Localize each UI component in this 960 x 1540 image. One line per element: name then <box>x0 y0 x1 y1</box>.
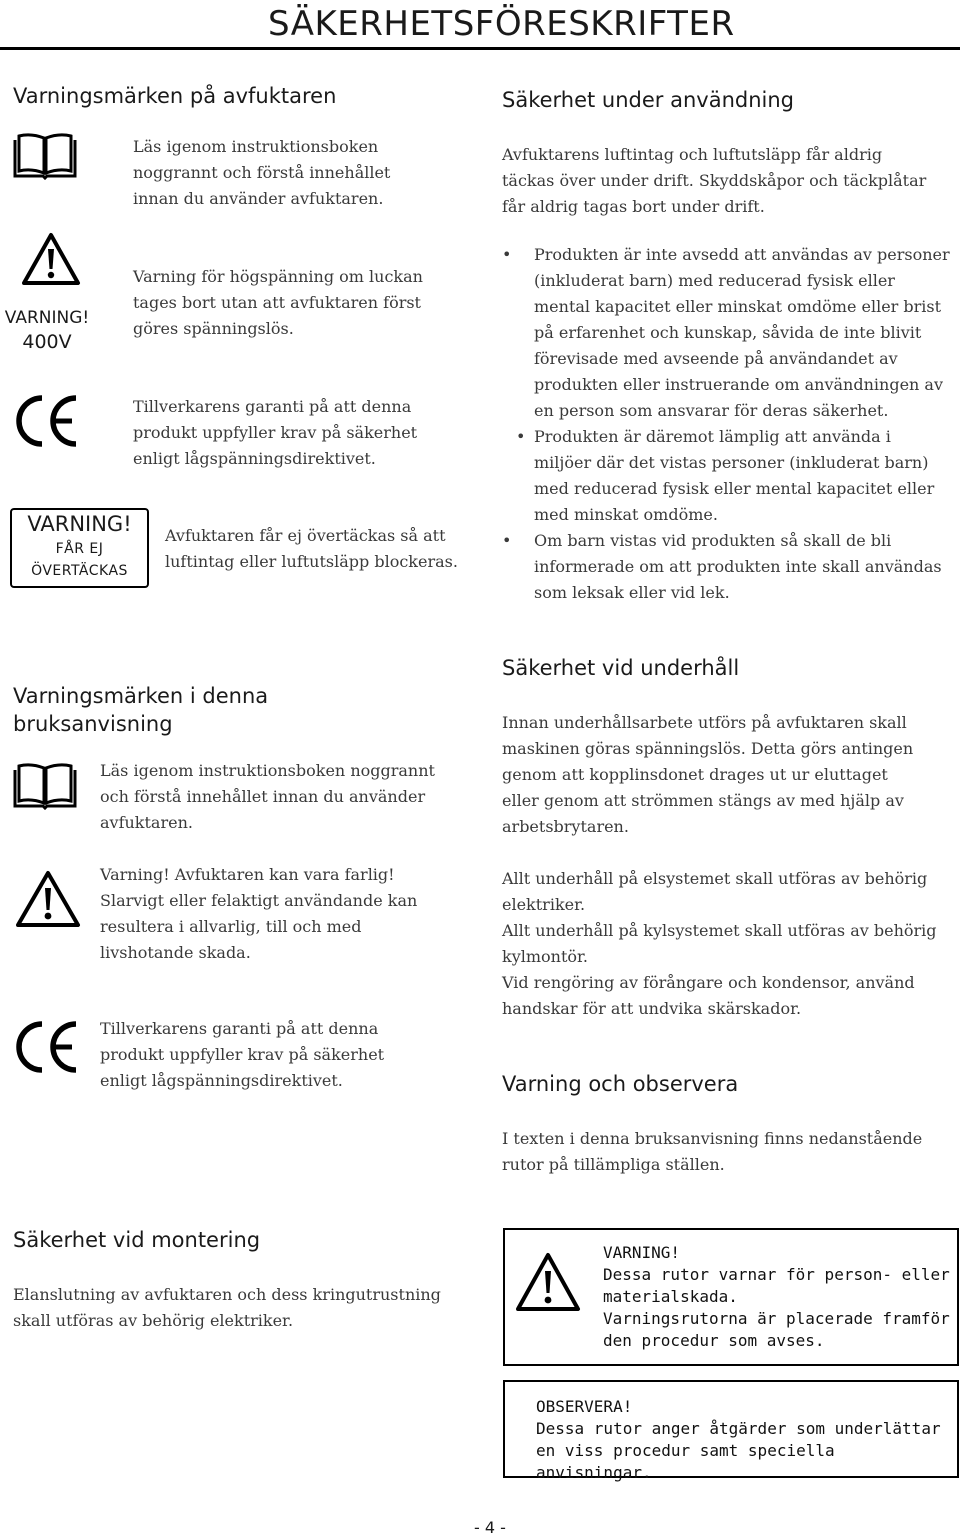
heading-labels-in-manual: Varningsmärken i denna bruksanvisning <box>13 684 269 736</box>
observe-notice-box <box>503 1380 959 1482</box>
book-icon <box>13 762 77 810</box>
high-voltage-text: Varning för högspänning om luckan tages bort utan att avfuktaren först göres spänningslös. <box>133 267 423 338</box>
bullet-glyph: • <box>502 531 512 550</box>
warning-triangle-icon <box>15 870 81 928</box>
maintenance-para-1: Innan underhållsarbete utförs på avfuktaren skall maskinen göras spänningslös. Detta görs antingen genom att kopplinsdonet drages ut ur eluttaget eller genom att strömmen stängs av med hjälp av arbetsbrytaren. <box>502 713 914 836</box>
usage-intro-text: Avfuktarens luftintag och luftutsläpp får aldrig täckas över under drift. Skyddskåpor och täckplåtar får aldrig tagas bort under drift. <box>502 145 927 216</box>
heading-labels-on-dehumidifier: Varningsmärken på avfuktaren <box>13 84 337 108</box>
bullet-text: Om barn vistas vid produkten så skall de bli informerade om att produkten inte skall användas som leksak eller vid lek. <box>534 531 942 602</box>
bullet-text: Produkten är däremot lämplig att använda i miljöer där det vistas personer (inkluderat barn) med reducerad fysisk eller mental kapacitet eller med minskat omdöme. <box>534 427 935 524</box>
ce-guarantee-text: Tillverkarens garanti på att denna produkt uppfyller krav på säkerhet enligt lågspänningsdirektivet. <box>133 397 418 468</box>
warning-box-text: VARNING! Dessa rutor varnar för person- eller materialskada. Varningsrutorna är placerade framför den procedur som avses. <box>603 1243 950 1350</box>
manual-ce-text: Tillverkarens garanti på att denna produkt uppfyller krav på säkerhet enligt lågspänningsdirektivet. <box>100 1019 385 1090</box>
maintenance-para-2: Allt underhåll på elsystemet skall utföras av behörig elektriker. Allt underhåll på kylsystemet skall utföras av behörig kylmontör. Vid rengöring av förångare och kondensor, använd handskar för att undvika skärskador. <box>502 869 937 1018</box>
do-not-cover-line-2: FÅR EJ <box>55 541 104 557</box>
notice-text: I texten i denna bruksanvisning finns nedanstående rutor på tillämpliga ställen. <box>502 1129 923 1174</box>
do-not-cover-text: Avfuktaren får ej övertäckas så att luftintag eller luftutsläpp blockeras. <box>165 526 458 571</box>
ce-mark-icon <box>14 392 80 450</box>
heading-maintenance-safety: Säkerhet vid underhåll <box>502 656 740 680</box>
page-number: - 4 - <box>474 1518 506 1537</box>
bullet-glyph: • <box>516 427 526 446</box>
do-not-cover-label <box>10 508 149 588</box>
warning-triangle-icon <box>21 232 81 286</box>
list-item <box>500 242 956 424</box>
do-not-cover-line-3: ÖVERTÄCKAS <box>31 563 128 579</box>
list-item <box>500 528 956 606</box>
usage-bullet-list <box>500 242 956 606</box>
observe-box-text: OBSERVERA! Dessa rutor anger åtgärder som underlättar en viss procedur samt speciella anvisningar. <box>536 1397 941 1482</box>
do-not-cover-line-1: VARNING! <box>27 512 132 536</box>
list-item <box>500 424 956 528</box>
title-rule <box>0 47 960 50</box>
warning-notice-box <box>503 1228 959 1366</box>
heading-installation-safety: Säkerhet vid montering <box>13 1228 261 1252</box>
book-instruction-text: Läs igenom instruktionsboken noggrannt och förstå innehållet innan du använder avfuktaren. <box>133 137 391 208</box>
heading-safety-during-use: Säkerhet under användning <box>502 88 795 112</box>
bullet-text: Produkten är inte avsedd att användas av personer (inkluderat barn) med reducerad fysisk eller mental kapacitet eller minskat omdöme eller brist på erfarenhet och kunskap, såvida de inte blivit förevisade med avseende på användandet av produkten eller instruerande om användningen av en person som ansvarar för deras säkerhet. <box>534 245 950 420</box>
page-title: SÄKERHETSFÖRESKRIFTER <box>268 4 735 44</box>
book-icon <box>13 132 77 180</box>
warning-triangle-icon <box>515 1252 581 1312</box>
ce-mark-icon <box>14 1018 80 1076</box>
bullet-glyph: • <box>502 245 512 264</box>
warning-label-400v: 400V <box>22 331 72 353</box>
installation-text: Elanslutning av avfuktaren och dess kringutrustning skall utföras av behörig elektriker. <box>13 1285 441 1330</box>
warning-label-varning: VARNING! <box>4 308 90 328</box>
manual-warning-text: Varning! Avfuktaren kan vara farlig! Slarvigt eller felaktigt användande kan resultera i allvarlig, till och med livshotande skada. <box>100 865 418 962</box>
heading-warning-and-observe: Varning och observera <box>502 1072 739 1096</box>
manual-book-text: Läs igenom instruktionsboken noggrannt och förstå innehållet innan du använder avfuktaren. <box>100 761 435 832</box>
